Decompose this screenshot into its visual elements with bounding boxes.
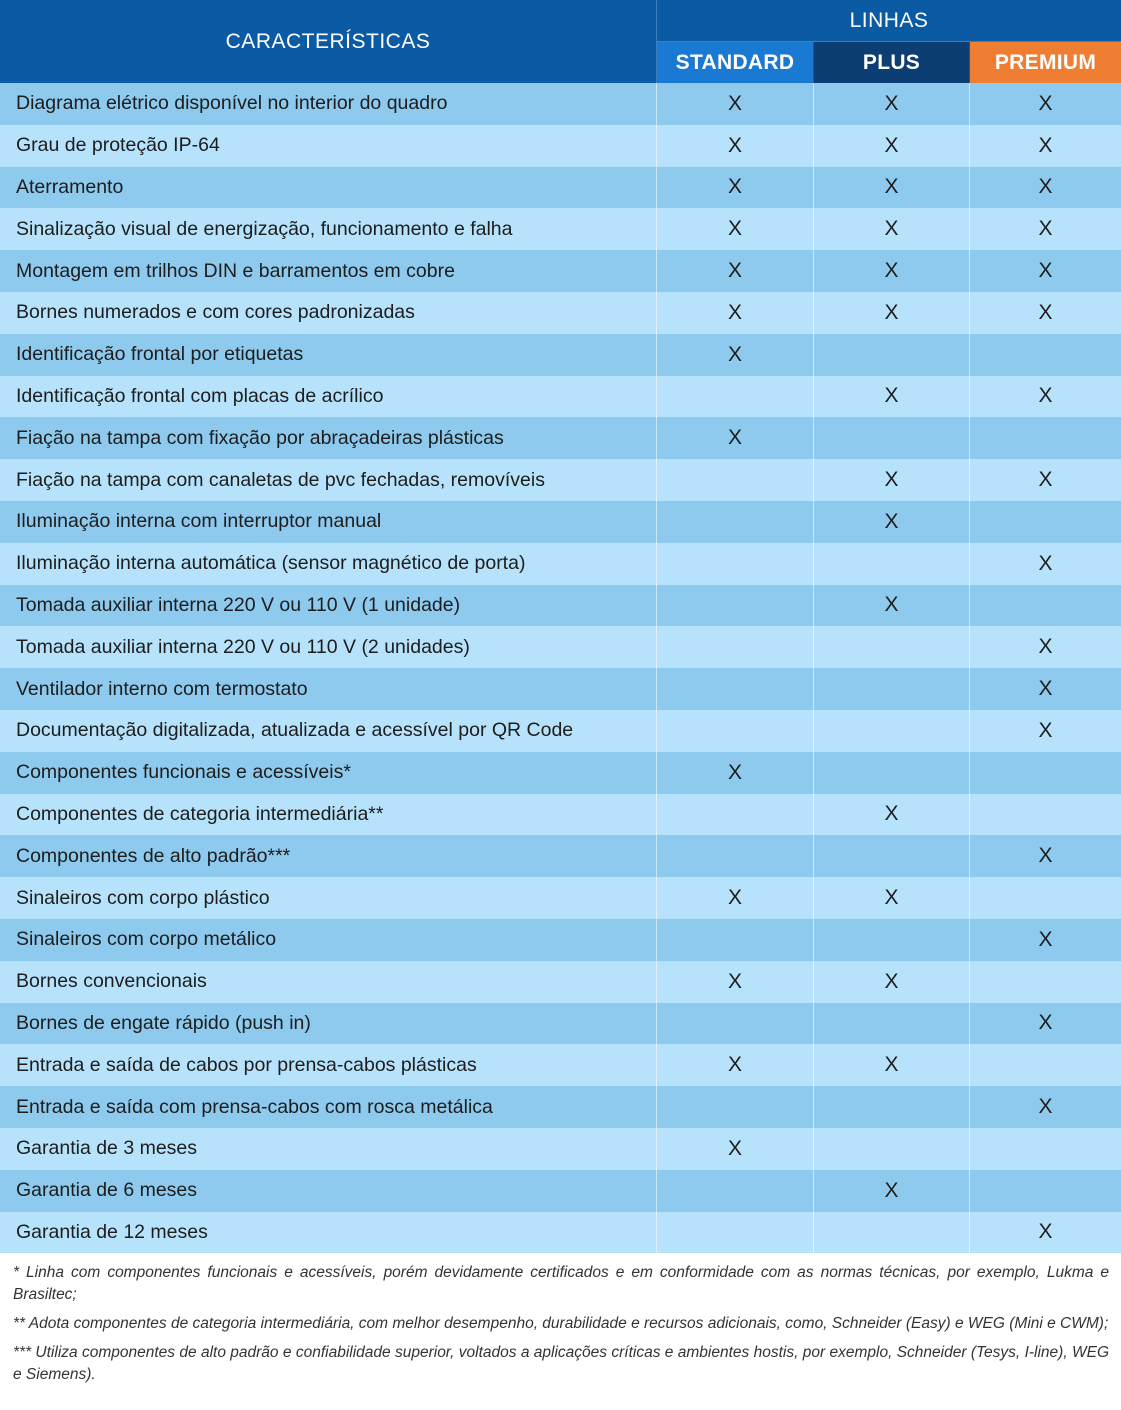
standard-cell [657,668,813,710]
column-separator [813,83,814,125]
check-mark: X [884,468,899,492]
column-separator [969,1128,970,1170]
column-separator [969,208,970,250]
feature-label: Ventilador interno com termostato [16,677,308,700]
column-separator [656,1170,657,1212]
column-separator [813,1170,814,1212]
plus-cell [814,1003,969,1045]
column-separator [813,1212,814,1254]
column-separator [813,376,814,418]
column-separator [969,1170,970,1212]
plus-cell [814,1170,969,1212]
plus-cell [814,1128,969,1170]
table-row [0,752,1121,794]
column-separator [969,626,970,668]
column-separator [969,919,970,961]
plus-cell [814,167,969,209]
column-separator [656,543,657,585]
column-separator [656,1003,657,1045]
table-row [0,1044,1121,1086]
feature-label: Sinalização visual de energização, funcionamento e falha [16,217,513,240]
column-separator [813,1128,814,1170]
column-separator [969,417,970,459]
column-separator [813,668,814,710]
feature-label: Documentação digitalizada, atualizada e acessível por QR Code [16,719,574,742]
feature-label: Componentes funcionais e acessíveis* [16,761,351,784]
feature-label: Fiação na tampa com canaletas de pvc fechadas, removíveis [16,468,545,491]
feature-label: Montagem em trilhos DIN e barramentos em cobre [16,259,455,282]
check-mark: X [727,300,742,324]
column-separator [656,794,657,836]
column-separator [656,877,657,919]
check-mark: X [884,1178,899,1202]
standard-cell [657,1170,813,1212]
column-separator [969,585,970,627]
feature-label: Tomada auxiliar interna 220 V ou 110 V (2 unidades) [16,635,470,658]
premium-cell [970,1128,1121,1170]
column-separator [969,710,970,752]
feature-label: Fiação na tampa com fixação por abraçadeiras plásticas [16,426,504,449]
plus-cell [814,1212,969,1254]
check-mark: X [884,133,899,157]
check-mark: X [727,760,742,784]
premium-cell [970,417,1121,459]
premium-cell [970,376,1121,418]
column-separator [969,376,970,418]
standard-cell [657,376,813,418]
column-separator [813,292,814,334]
plus-cell [814,125,969,167]
check-mark: X [1038,635,1053,659]
check-mark: X [1038,300,1053,324]
premium-cell [970,752,1121,794]
column-separator [813,1044,814,1086]
standard-cell [657,543,813,585]
feature-label: Diagrama elétrico disponível no interior do quadro [16,92,448,115]
plus-cell [814,208,969,250]
standard-cell [657,1212,813,1254]
column-separator [969,1212,970,1254]
table-row [0,668,1121,710]
column-separator [813,459,814,501]
column-separator [656,710,657,752]
column-separator [969,501,970,543]
header-caracteristicas: CARACTERÍSTICAS [225,29,431,53]
standard-cell [657,1003,813,1045]
check-mark: X [727,175,742,199]
plus-cell [814,250,969,292]
standard-cell [657,167,813,209]
premium-cell [970,1212,1121,1254]
plus-cell [814,543,969,585]
table-row [0,250,1121,292]
standard-cell [657,585,813,627]
column-separator [656,1086,657,1128]
check-mark: X [884,259,899,283]
check-mark: X [1038,1095,1053,1119]
premium-cell [970,710,1121,752]
standard-cell [657,877,813,919]
plus-cell [814,752,969,794]
standard-cell [657,1128,813,1170]
premium-cell [970,919,1121,961]
column-separator [813,794,814,836]
column-separator [969,1044,970,1086]
feature-label: Bornes de engate rápido (push in) [16,1011,311,1034]
plus-cell [814,1044,969,1086]
plus-cell [814,626,969,668]
table-row [0,585,1121,627]
column-separator [813,919,814,961]
table-row [0,459,1121,501]
column-separator [656,334,657,376]
premium-cell [970,501,1121,543]
column-separator [813,501,814,543]
plus-cell [814,501,969,543]
column-separator [656,752,657,794]
check-mark: X [727,969,742,993]
premium-cell [970,1086,1121,1128]
check-mark: X [884,886,899,910]
check-mark: X [727,426,742,450]
feature-label: Tomada auxiliar interna 220 V ou 110 V (1 unidade) [16,593,461,616]
plus-cell [814,83,969,125]
standard-cell [657,459,813,501]
column-separator [813,543,814,585]
premium-cell [970,250,1121,292]
table-row [0,208,1121,250]
check-mark: X [727,91,742,115]
column-separator [969,835,970,877]
check-mark: X [1038,217,1053,241]
check-mark: X [1038,468,1053,492]
plus-cell [814,961,969,1003]
feature-label: Identificação frontal com placas de acrílico [16,384,384,407]
column-separator [969,334,970,376]
table-row [0,626,1121,668]
standard-cell [657,1044,813,1086]
column-separator [656,417,657,459]
footnote-1: * Linha com componentes funcionais e acessíveis, porém devidamente certificados e em conformidade com as normas técnicas, por exemplo, Lukma e Brasiltec; [13,1264,1109,1303]
standard-cell [657,334,813,376]
standard-cell [657,250,813,292]
check-mark: X [884,384,899,408]
check-mark: X [1038,175,1053,199]
header-linhas: LINHAS [849,8,929,32]
column-separator [813,167,814,209]
check-mark: X [727,217,742,241]
column-separator [656,501,657,543]
footnote-3: *** Utiliza componentes de alto padrão e confiabilidade superior, voltados a aplicações críticas e ambientes hostis, por exemplo, Schneider (Tesys, I-line), WEG e Siemens). [13,1344,1109,1383]
column-separator [656,585,657,627]
column-separator [969,1086,970,1128]
column-separator [813,585,814,627]
premium-cell [970,835,1121,877]
feature-label: Garantia de 6 meses [16,1179,198,1202]
premium-cell [970,543,1121,585]
standard-cell [657,710,813,752]
check-mark: X [727,342,742,366]
column-separator [813,125,814,167]
standard-cell [657,626,813,668]
feature-label: Componentes de alto padrão*** [16,844,291,867]
premium-cell [970,208,1121,250]
standard-cell [657,125,813,167]
table-row [0,1170,1121,1212]
standard-cell [657,835,813,877]
feature-label: Sinaleiros com corpo metálico [16,928,277,951]
check-mark: X [1038,844,1053,868]
premium-cell [970,585,1121,627]
column-separator [969,83,970,125]
table-row [0,376,1121,418]
premium-cell [970,83,1121,125]
column-separator [813,1003,814,1045]
premium-cell [970,1003,1121,1045]
column-separator [656,292,657,334]
check-mark: X [727,886,742,910]
premium-cell [970,626,1121,668]
check-mark: X [884,802,899,826]
column-header-standard: STANDARD [657,42,813,83]
check-mark: X [1038,259,1053,283]
plus-cell [814,417,969,459]
column-separator [969,752,970,794]
check-mark: X [1038,677,1053,701]
column-separator [813,961,814,1003]
premium-cell [970,167,1121,209]
column-separator [656,835,657,877]
feature-label: Grau de proteção IP-64 [16,134,220,157]
table-row [0,835,1121,877]
column-separator [969,125,970,167]
column-separator [656,919,657,961]
feature-label: Aterramento [16,175,124,198]
plus-cell [814,919,969,961]
premium-cell [970,292,1121,334]
table-row [0,1212,1121,1254]
check-mark: X [1038,1220,1053,1244]
premium-cell [970,459,1121,501]
standard-cell [657,1086,813,1128]
plus-cell [814,835,969,877]
check-mark: X [884,217,899,241]
column-separator [813,1086,814,1128]
plus-cell [814,710,969,752]
column-separator [656,376,657,418]
plus-cell [814,334,969,376]
column-separator [813,208,814,250]
standard-cell [657,752,813,794]
column-separator [813,250,814,292]
feature-label: Identificação frontal por etiquetas [16,343,304,366]
plus-cell [814,585,969,627]
column-separator [969,1003,970,1045]
column-separator [656,1212,657,1254]
column-separator [656,1128,657,1170]
table-header [0,0,1121,83]
check-mark: X [727,133,742,157]
feature-label: Garantia de 3 meses [16,1137,198,1160]
column-separator [969,877,970,919]
column-separator [813,835,814,877]
premium-cell [970,125,1121,167]
table-row [0,543,1121,585]
footnotes [13,1262,1109,1393]
column-separator [656,167,657,209]
standard-cell [657,961,813,1003]
column-separator [813,710,814,752]
check-mark: X [1038,91,1053,115]
standard-cell [657,794,813,836]
column-separator [813,752,814,794]
column-separator [813,334,814,376]
standard-cell [657,417,813,459]
column-separator [969,794,970,836]
table-row [0,1128,1121,1170]
column-separator [969,961,970,1003]
column-separator [969,292,970,334]
column-header-premium: PREMIUM [970,42,1121,83]
check-mark: X [727,1136,742,1160]
column-separator [656,961,657,1003]
premium-cell [970,877,1121,919]
feature-label: Bornes numerados e com cores padronizadas [16,301,415,324]
table-row [0,794,1121,836]
check-mark: X [1038,133,1053,157]
column-separator [656,1044,657,1086]
check-mark: X [727,1053,742,1077]
feature-label: Sinaleiros com corpo plástico [16,886,270,909]
premium-cell [970,334,1121,376]
column-separator [969,668,970,710]
plus-cell [814,877,969,919]
standard-cell [657,292,813,334]
table-row [0,125,1121,167]
plus-cell [814,1086,969,1128]
feature-label: Iluminação interna automática (sensor magnético de porta) [16,552,526,575]
plus-cell [814,292,969,334]
column-separator [656,250,657,292]
column-separator [969,167,970,209]
standard-cell [657,83,813,125]
column-separator [969,459,970,501]
column-separator [656,125,657,167]
feature-label: Bornes convencionais [16,970,207,993]
table-row [0,292,1121,334]
check-mark: X [884,300,899,324]
check-mark: X [1038,551,1053,575]
standard-cell [657,501,813,543]
column-separator [656,83,657,125]
table-row [0,1086,1121,1128]
feature-table [0,83,1121,1253]
standard-cell [657,919,813,961]
column-separator [969,250,970,292]
check-mark: X [1038,927,1053,951]
table-row [0,919,1121,961]
table-row [0,334,1121,376]
column-separator [656,626,657,668]
feature-label: Entrada e saída de cabos por prensa-cabos plásticas [16,1053,477,1076]
table-row [0,417,1121,459]
plus-cell [814,459,969,501]
table-row [0,83,1121,125]
column-separator [969,543,970,585]
check-mark: X [727,259,742,283]
check-mark: X [884,509,899,533]
feature-label: Entrada e saída com prensa-cabos com rosca metálica [16,1095,493,1118]
table-row [0,1003,1121,1045]
feature-label: Garantia de 12 meses [16,1220,208,1243]
check-mark: X [884,1053,899,1077]
premium-cell [970,1170,1121,1212]
table-row [0,877,1121,919]
check-mark: X [1038,1011,1053,1035]
check-mark: X [1038,384,1053,408]
table-row [0,710,1121,752]
feature-label: Iluminação interna com interruptor manual [16,510,382,533]
check-mark: X [884,969,899,993]
column-header-plus: PLUS [814,42,969,83]
plus-cell [814,794,969,836]
footnote-2: ** Adota componentes de categoria intermediária, com melhor desempenho, durabilidade e recursos adicionais, como, Schneider (Easy) e WEG (Mini e CWM); [13,1315,1109,1332]
table-row [0,961,1121,1003]
plus-cell [814,668,969,710]
column-separator [813,877,814,919]
column-separator [656,668,657,710]
premium-cell [970,668,1121,710]
column-separator [656,208,657,250]
feature-label: Componentes de categoria intermediária** [16,802,384,825]
standard-cell [657,208,813,250]
check-mark: X [884,91,899,115]
column-separator [813,626,814,668]
column-separator [656,459,657,501]
check-mark: X [884,175,899,199]
check-mark: X [1038,718,1053,742]
plus-cell [814,376,969,418]
column-separator [813,417,814,459]
premium-cell [970,794,1121,836]
premium-cell [970,961,1121,1003]
table-row [0,501,1121,543]
premium-cell [970,1044,1121,1086]
table-row [0,167,1121,209]
check-mark: X [884,593,899,617]
